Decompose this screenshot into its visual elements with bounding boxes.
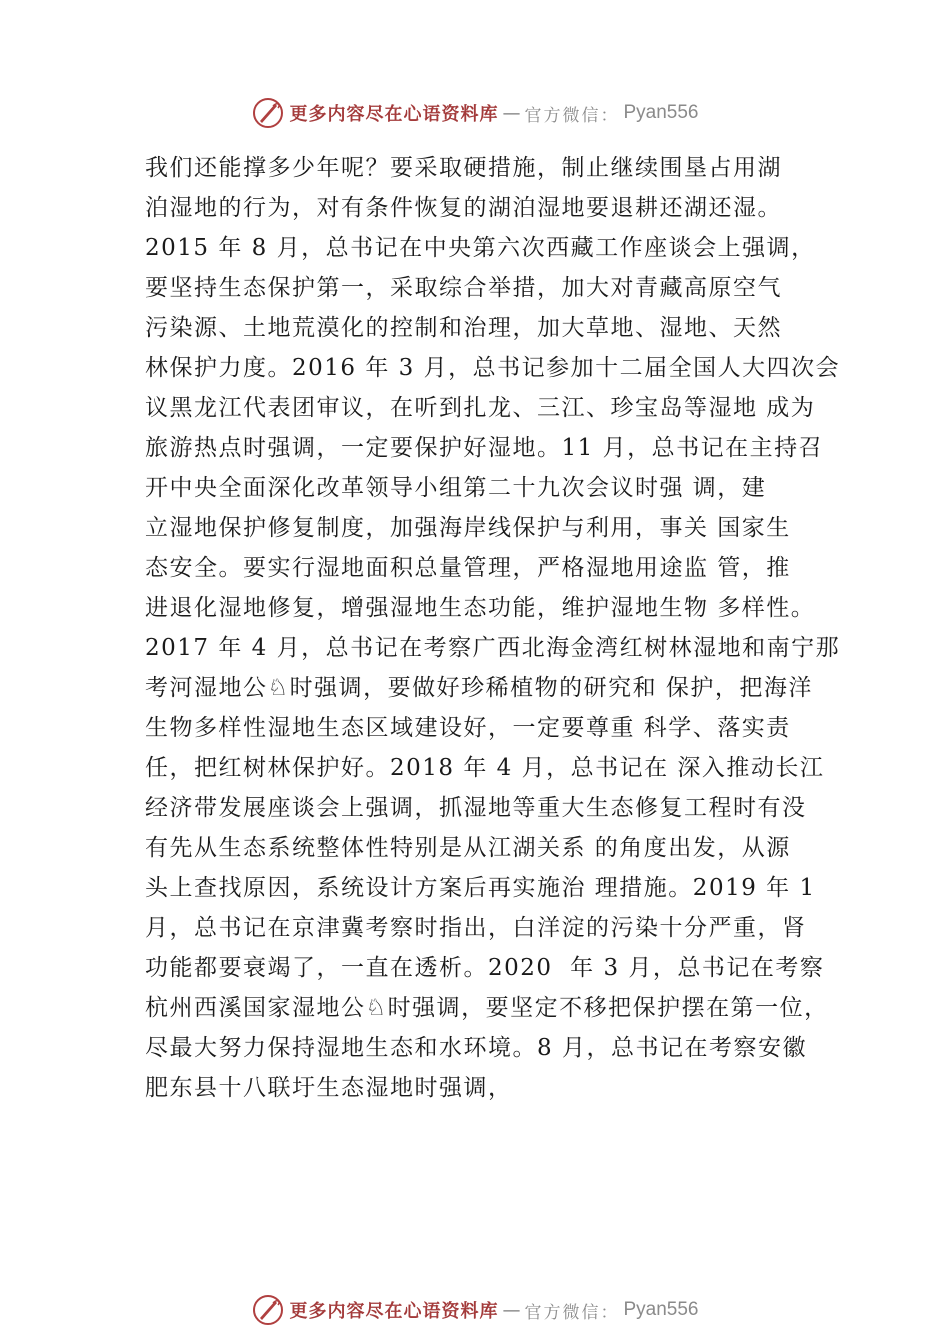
quill-logo-icon [251, 96, 285, 130]
text-line: 生物多样性湿地生态区域建设好，一定要尊重 科学、落实责 [145, 715, 791, 741]
text-line: 经济带发展座谈会上强调，抓湿地等重大生态修复工程时有没 [145, 795, 807, 821]
text-line: 要坚持生态保护第一，采取综合举措，加大对青藏高原空气 [145, 275, 782, 301]
brand-text: 更多内容尽在心语资料库 [289, 104, 499, 125]
wechat-id: Pyan556 [623, 102, 699, 123]
text-line: 月，总书记在京津冀考察时指出，白洋淀的污染十分严重，肾 [145, 915, 807, 941]
text-line: 开中央全面深化改革领导小组第二十九次会议时强 调，建 [145, 475, 767, 501]
banner-dash: — [502, 102, 521, 124]
text-line: 旅游热点时强调，一定要保护好湿地。11 月，总书记在主持召 [145, 435, 824, 461]
quill-logo-icon [251, 1293, 285, 1327]
text-line: 任，把红树林保护好。2018 年 4 月，总书记在 深入推动长江 [145, 755, 825, 781]
brand-text: 更多内容尽在心语资料库 [289, 1301, 499, 1322]
text-line: 林保护力度。2016 年 3 月，总书记参加十二届全国人大四次会 [145, 355, 841, 381]
banner-dash: — [502, 1299, 521, 1321]
footer-banner [0, 1290, 950, 1330]
text-line: 肥东县十八联圩生态湿地时强调， [145, 1075, 513, 1101]
text-line: 进退化湿地修复，增强湿地生态功能，维护湿地生物 多样性。 [145, 595, 816, 621]
text-line: 考河湿地公♘时强调，要做好珍稀植物的研究和 保护，把海洋 [145, 675, 813, 701]
text-line: 立湿地保护修复制度，加强海岸线保护与利用，事关 国家生 [145, 515, 791, 541]
text-line: 有先从生态系统整体性特别是从江湖关系 的角度出发，从源 [145, 835, 791, 861]
wechat-id: Pyan556 [623, 1299, 699, 1320]
text-line: 态安全。要实行湿地面积总量管理，严格湿地用途监 管，推 [145, 555, 791, 581]
wechat-label: 官方微信： [524, 105, 620, 126]
text-line: 2017 年 4 月，总书记在考察广西北海金湾红树林湿地和南宁那 [145, 635, 841, 661]
text-line: 我们还能撑多少年呢？要采取硬措施，制止继续围垦占用湖 [145, 155, 782, 181]
document-body [145, 148, 841, 1108]
wechat-label: 官方微信： [524, 1302, 620, 1323]
text-line: 头上查找原因，系统设计方案后再实施治 理措施。2019 年 1 [145, 875, 816, 901]
text-line: 杭州西溪国家湿地公♘时强调，要坚定不移把保护摆在第一位， [145, 995, 829, 1021]
text-line: 污染源、土地荒漠化的控制和治理，加大草地、湿地、天然 [145, 315, 782, 341]
text-line: 功能都要衰竭了，一直在透析。2020 年 3 月，总书记在考察 [145, 955, 825, 981]
header-banner [0, 93, 950, 133]
text-line: 2015 年 8 月，总书记在中央第六次西藏工作座谈会上强调， [145, 235, 816, 261]
text-line: 泊湿地的行为，对有条件恢复的湖泊湿地要退耕还湖还湿。 [145, 195, 782, 221]
text-line: 尽最大努力保持湿地生态和水环境。8 月，总书记在考察安徽 [145, 1035, 807, 1061]
text-line: 议黑龙江代表团审议，在听到扎龙、三江、珍宝岛等湿地 成为 [145, 395, 816, 421]
